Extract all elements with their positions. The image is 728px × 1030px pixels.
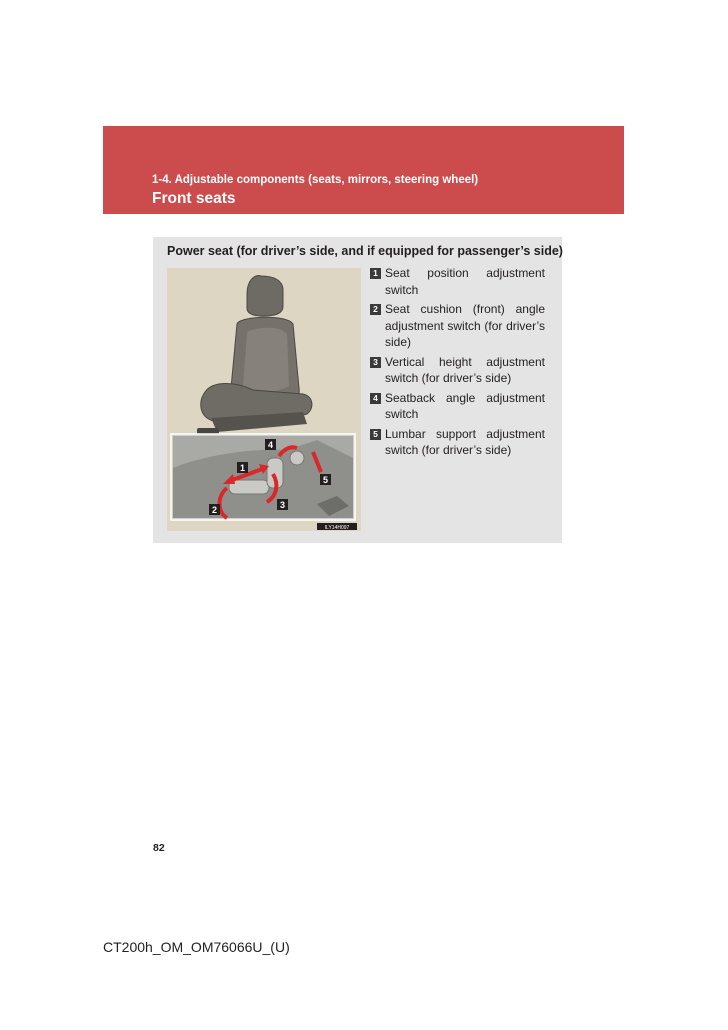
power-seat-panel <box>153 237 562 543</box>
legend-number-4: 4 <box>370 393 381 404</box>
callout-3-label: 3 <box>279 500 286 510</box>
legend-number-1: 1 <box>370 268 381 279</box>
lumbar-switch-knob <box>290 451 304 465</box>
document-id: CT200h_OM_OM76066U_(U) <box>103 939 290 955</box>
legend-text-5: Lumbar support adjustment switch (for driver’s side) <box>385 426 545 457</box>
callout-2-label: 2 <box>211 505 218 515</box>
callout-1-label: 1 <box>239 463 246 473</box>
callout-4-label: 4 <box>267 440 274 450</box>
legend-number-2: 2 <box>370 304 381 315</box>
legend-text-3: Vertical height adjustment switch (for driver’s side) <box>385 354 545 385</box>
legend-text-1: Seat position adjustment switch <box>385 266 545 297</box>
callout-5-label: 5 <box>322 475 329 485</box>
legend-text-2: Seat cushion (front) angle adjustment switch (for driver’s side) <box>385 302 545 349</box>
section-label: 1-4. Adjustable components (seats, mirrors, steering wheel) <box>152 174 479 186</box>
legend-number-3: 3 <box>370 357 381 368</box>
legend-item <box>369 265 545 298</box>
seat-rail-front <box>197 428 219 434</box>
page-title: Front seats <box>152 190 236 207</box>
chapter-header <box>103 126 624 214</box>
seat-back-panel <box>243 328 289 392</box>
switch-legend <box>369 265 545 462</box>
legend-item <box>369 301 545 351</box>
legend-number-5: 5 <box>370 429 381 440</box>
page-number: 82 <box>153 842 165 854</box>
legend-text-4: Seatback angle adjustment switch <box>385 390 545 421</box>
panel-heading: Power seat (for driver’s side, and if equipped for passenger’s side) <box>167 244 563 258</box>
legend-item <box>369 426 545 459</box>
seat-illustration <box>167 268 361 531</box>
seat-switch-knob <box>229 480 269 494</box>
legend-item <box>369 354 545 387</box>
image-code: ILY14H097 <box>324 525 350 531</box>
seat-headrest <box>247 276 283 316</box>
legend-item <box>369 390 545 423</box>
